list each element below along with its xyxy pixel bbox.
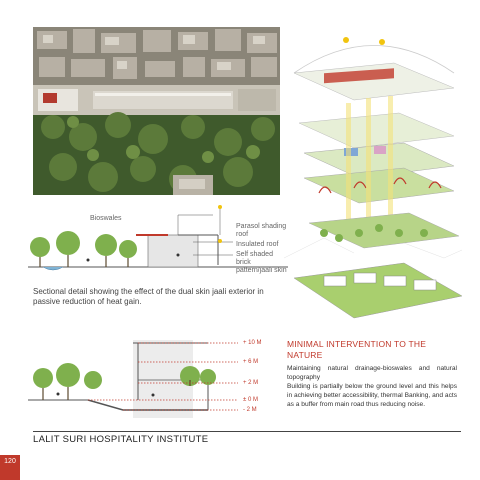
parasol-roof-label: Parasol shading roof: [236, 223, 287, 238]
level-section-diagram: [28, 340, 278, 420]
section-body: [287, 364, 457, 409]
section2-graphic: [28, 340, 278, 420]
exploded-axonometric-diagram: [284, 28, 464, 338]
bioswales-label: Bioswales: [90, 215, 122, 222]
level-label-minus2: - 2 M: [243, 407, 257, 413]
aerial-photo-graphic: [33, 27, 280, 195]
page-number: 120: [0, 455, 20, 480]
section-heading: MINIMAL INTERVENTION TO THE NATURE: [287, 339, 427, 360]
section-subtitle: Maintaining natural drainage-bioswales and natural topography: [287, 365, 457, 381]
level-label-6: + 6 M: [243, 359, 259, 365]
axonometric-graphic: [284, 28, 464, 338]
self-shaded-skin-label: Self shaded brick pattern/jaali skin: [236, 251, 287, 274]
footer-divider: [33, 431, 461, 432]
aerial-site-photo: [33, 27, 280, 195]
level-label-10: + 10 M: [243, 340, 262, 346]
insulated-roof-label: Insulated roof: [236, 241, 279, 248]
section-caption: Sectional detail showing the effect of the dual skin jaali exterior in passive reduction of heat gain.: [33, 287, 264, 306]
project-title: LALIT SURI HOSPITALITY INSTITUTE: [33, 434, 209, 445]
roof-section-diagram: [28, 205, 288, 285]
level-label-2: + 2 M: [243, 380, 259, 386]
level-label-0: ± 0 M: [243, 397, 258, 403]
section-paragraph: Building is partially below the ground level and this helps in achieving better accessibility, thermal Banking, and acts as a buffer from main road thus reducing noise.: [287, 383, 457, 408]
